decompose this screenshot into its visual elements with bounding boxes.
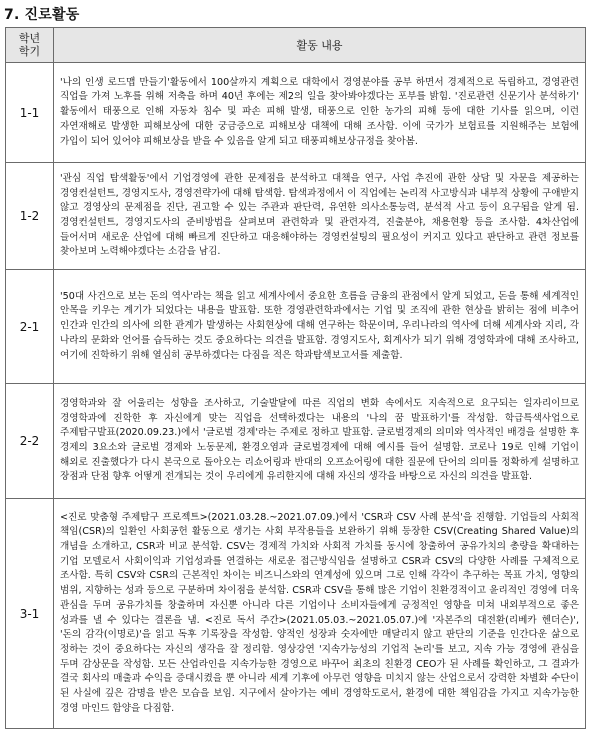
grade-cell: 2-1 (6, 270, 54, 384)
table-row (6, 499, 586, 729)
grade-cell: 1-1 (6, 63, 54, 163)
activity-cell (54, 163, 586, 270)
activity-cell (54, 499, 586, 729)
table-row (6, 63, 586, 163)
grade-cell: 2-2 (6, 384, 54, 499)
grade-semester-header (6, 28, 54, 63)
grade-header-line2: 학기 (18, 45, 41, 58)
activity-text: <진로 맞춤형 주제탐구 프로젝트>(2021.03.28.~2021.07.09.)에서 'CSR과 CSV 사례 분석'을 진행함. 기업들의 사회적 책임(CSR)의 일환인 사회공헌 활동으로 생기는 사회 부작용들을 보완하기 위해 등장한 CSV(Creating Shared Value)의 개념을 소개하고, CSR과 비교 분석함. CSV는 경제적 가치와 사회적 가치를 동시에 창출하여 공유가치의 총량을 확대하는 기업 모델로서 사회이익과 기업성과를 연결하는 새로운 접근방식임을 설명하고 CSR과 CSV의 다양한 사례를 구체적으로 조사함. 특히 CSV와 CSR의 근본적인 차이는 비즈니스와의 연계성에 있으며 그로 인해 각각이 추구하는 목표 가치, 영향의 범위, 지향하는 성과 등으로 구분하며 차이점을 분석함. CSR과 CSV을 통해 많은 기업이 친환경적이고 윤리적인 경영에 더욱 관심을 두며 공유가치를 창출하며 자신뿐 아니라 다른 기업이나 소비자들에게 긍정적인 영향을 미쳐 내외부적으로 좋은 성과를 낼 수 있다는 결론을 냄. <진로 독서 주간>(2021.05.03.~2021.05.07.)에 '자본주의 대전환(리베카 헨더슨)', '돈의 감각(이명로)'을 읽고 독후 기록장을 작성함. 양적인 성장과 숫자에만 매달리지 않고 판단의 기준을 인간다운 삶으로 정하는 것이 중요하다는 자신의 생각을 잘 정리함. 영상강연 '지속가능성의 기업적 논리'를 보고, 지속 가능 경영에 관심을 두며 감상문을 작성함. 모든 산업라인을 지속가능한 경영으로 바꾸어 최초의 친환경 CEO가 된 사례를 확인하고, 그 결과가 결국 회사의 매출과 수익을 증대시켰을 뿐 아니라 세계 기후에 아무런 영향을 미치지 않는 산업으로서 강력한 차별화 수단이 된 사실에 깊은 감명을 받은 모습을 보임. 지구에서 살아가는 예비 경영학도로서, 환경에 대한 책임감을 가지고 지속가능한 경영 마인드 함양을 다짐함. (60, 511, 579, 714)
activity-text: '나의 인생 로드맵 만들기'활동에서 100살까지 계획으로 대학에서 경영분야를 공부 하면서 경제적으로 독립하고, 경영관련 직업을 가져 노후를 위해 저축을 하며 40년 후에는 제2의 일을 찾아봐야겠다는 포부를 밝힘. '진로관련 신문기사 분석하기' 활동에서 태풍으로 인해 자동차 침수 및 파손 피해 발생, 태풍으로 인한 농가의 피해 등에 대한 기사를 읽으며, 이런 자연재해로 발생한 피해보상에 대한 궁금증으로 피해보상 대책에 대해 조사함. 이에 국가가 보험료를 지원해주는 보험에 가입이 되어 있어야 피해보상을 받을 수 있음을 알게 되고 태풍피해보상규정을 찾아봄. (60, 76, 579, 147)
section-title: 7. 진로활동 (4, 7, 80, 23)
activity-content-header: 활동 내용 (54, 28, 586, 63)
grade-cell: 3-1 (6, 499, 54, 729)
activity-cell (54, 63, 586, 163)
activity-cell (54, 270, 586, 384)
table-row (6, 163, 586, 270)
career-activity-table (5, 27, 586, 729)
table-header-row (6, 28, 586, 63)
table-row (6, 270, 586, 384)
grade-header-line1: 학년 (18, 32, 41, 45)
activity-text: '관심 직업 탐색활동'에서 기업경영에 관한 문제점을 분석하고 대책을 연구, 사업 추진에 관한 상담 및 자문을 제공하는 경영컨설턴트, 경영지도사, 경영전략가에 대해 탐색함. 탐색과정에서 이 직업에는 논리적 사고방식과 내부적 상황에 구애받지 않고 경영상의 문제점을 진단, 권고할 수 있는 주관과 판단력, 유연한 의사소통능력, 분석적 사고 등이 요구됨을 알게 됨. 경영컨설턴트, 경영지도사의 준비방법을 살펴보며 관련학과 및 관련자격, 진출분야, 채용현황 등을 조사함. 4차산업에 들어서며 새로운 산업에 대해 빠르게 진단하고 대응해야하는 경영컨설팅의 필요성이 커지고 있다고 판단하고 관련 정보를 찾아보며 노력해야겠다는 소감을 남김. (60, 172, 579, 258)
activity-text: '50대 사건으로 보는 돈의 역사'라는 책을 읽고 세계사에서 중요한 흐름을 금융의 관점에서 알게 되었고, 돈을 통해 세계적인 안목을 키우는 계기가 되었다는 내용을 발표함. 또한 경영관련학과에서는 기업 및 조직에 관한 현상을 밝히는 점에 비추어 인간과 인간의 의사에 의한 관계가 발생하는 사회현상에 대해 연구하는 학문이며, 우리나라의 역사에 더해 세계사와 지리, 각 나라의 문화와 언어를 습득하는 것도 중요하다는 의견을 발표함. 경영지도사, 회계사가 되기 위해 경영학과에 대해 조사하고, 여기에 진학하기 위해 열심히 공부하겠다는 다짐을 적은 학과탐색보고서를 제출함. (60, 290, 579, 361)
table-row (6, 384, 586, 499)
grade-cell: 1-2 (6, 163, 54, 270)
activity-cell (54, 384, 586, 499)
activity-text: 경영학과와 잘 어울리는 성향을 조사하고, 기술발달에 따른 직업의 변화 속에서도 지속적으로 요구되는 일자리이므로 경영학과에 진학한 후 자신에게 맞는 직업을 선택하겠다는 내용의 '나의 꿈 발표하기'를 작성함. 학급특색사업으로 주제탐구발표(2020.09.23.)에서 '글로벌 경제'라는 주제로 정하고 발표함. 글로벌경제의 의미와 역사적인 배경을 설명한 후 경제의 3요소와 글로벌 경제와 노동문제, 환경오염과 글로벌경제에 대해 예시를 들어 설명함. 코로나 19로 인해 기업이 해외로 진출했다가 다시 본국으로 돌아오는 리쇼어링과 반대의 오프쇼어링에 대한 질문에 단어의 의미를 정확하게 설명하고 장점과 단점 향후 어떻게 전개되는 것이 우리에게 유리한지에 대해 자신의 생각을 바탕으로 자신의 의견을 발표함. (60, 397, 579, 483)
